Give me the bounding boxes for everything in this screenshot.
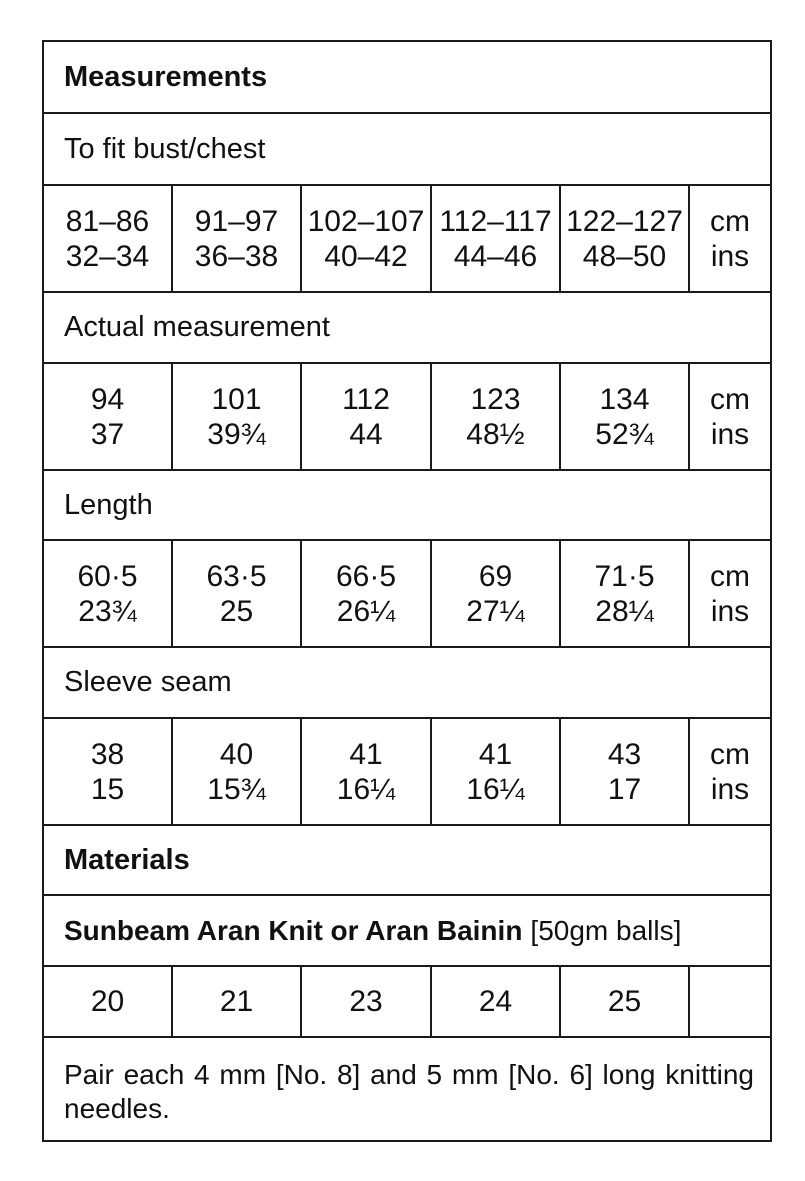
cm-value: 134 <box>599 382 650 416</box>
ins-value: 32–34 <box>65 239 150 273</box>
unit-cell <box>690 186 770 291</box>
cm-value: 43 <box>607 737 642 771</box>
size-cell <box>432 719 561 824</box>
ins-value: 52¾ <box>595 417 654 451</box>
ball-count: 25 <box>561 967 690 1036</box>
cm-value: 112 <box>342 382 390 416</box>
yarn-name: Sunbeam Aran Knit or Aran Bainin <box>64 914 523 946</box>
cm-value: 40 <box>219 737 254 771</box>
size-cell <box>561 541 690 646</box>
unit-cm: cm <box>710 737 750 771</box>
unit-cell <box>690 719 770 824</box>
section-label-length: Length <box>44 471 770 541</box>
unit-cell <box>690 541 770 646</box>
section-values-bust <box>44 186 770 293</box>
ins-value: 28¼ <box>595 594 654 628</box>
unit-cm: cm <box>710 204 750 238</box>
section-values-sleeve <box>44 719 770 826</box>
ins-value: 16¼ <box>336 772 396 806</box>
section-values-actual <box>44 364 770 471</box>
size-cell <box>432 541 561 646</box>
size-cell <box>302 364 432 469</box>
unit-cm: cm <box>710 559 750 593</box>
yarn-line <box>44 896 770 967</box>
size-cell <box>432 364 561 469</box>
cm-value: 123 <box>470 382 521 416</box>
cm-value: 81–86 <box>65 204 150 238</box>
cm-value: 69 <box>478 559 513 593</box>
ins-value: 40–42 <box>324 239 408 273</box>
cm-value: 41 <box>349 737 383 771</box>
unit-cm: cm <box>710 382 750 416</box>
size-cell <box>173 364 302 469</box>
ins-value: 23¾ <box>78 594 137 628</box>
cm-value: 101 <box>211 382 262 416</box>
ins-value: 25 <box>219 594 254 628</box>
size-cell <box>561 719 690 824</box>
yarn-spec: [50gm balls] <box>530 914 682 946</box>
section-label-actual: Actual measurement <box>44 293 770 364</box>
ball-counts <box>44 967 770 1038</box>
cm-value: 66·5 <box>335 559 397 593</box>
measurements-heading: Measurements <box>44 42 770 114</box>
ins-value: 44–46 <box>453 239 538 273</box>
size-cell <box>561 364 690 469</box>
size-cell <box>302 186 432 291</box>
size-cell <box>44 541 173 646</box>
ins-value: 15 <box>90 772 125 806</box>
cm-value: 102–107 <box>307 204 425 238</box>
unit-cell <box>690 364 770 469</box>
measurements-table <box>42 40 772 1142</box>
unit-ins: ins <box>710 239 750 273</box>
cm-value: 63·5 <box>206 559 267 593</box>
unit-ins: ins <box>710 772 750 806</box>
cm-value: 112–117 <box>439 204 552 238</box>
ins-value: 36–38 <box>194 239 279 273</box>
ins-value: 48–50 <box>582 239 667 273</box>
size-cell <box>44 186 173 291</box>
needles-note: Pair each 4 mm [No. 8] and 5 mm [No. 6] long knitting needles. <box>64 1059 754 1124</box>
cm-value: 38 <box>90 737 125 771</box>
size-cell <box>173 719 302 824</box>
ins-value: 17 <box>607 772 642 806</box>
size-cell <box>173 186 302 291</box>
unit-ins: ins <box>710 417 750 451</box>
section-label-bust: To fit bust/chest <box>44 114 770 186</box>
size-cell <box>302 541 432 646</box>
cm-value: 122–127 <box>566 204 683 238</box>
ins-value: 44 <box>349 417 383 451</box>
size-cell <box>173 541 302 646</box>
materials-heading: Materials <box>44 826 770 896</box>
ball-count <box>690 967 770 1036</box>
ball-count: 21 <box>173 967 302 1036</box>
section-values-length <box>44 541 770 648</box>
ball-count: 24 <box>432 967 561 1036</box>
cm-value: 91–97 <box>194 204 279 238</box>
ins-value: 48½ <box>466 417 525 451</box>
ins-value: 26¼ <box>336 594 396 628</box>
section-label-sleeve: Sleeve seam <box>44 648 770 719</box>
size-cell <box>432 186 561 291</box>
size-cell <box>561 186 690 291</box>
ins-value: 16¼ <box>466 772 525 806</box>
ins-value: 39¾ <box>207 417 266 451</box>
cm-value: 94 <box>90 382 125 416</box>
cm-value: 60·5 <box>77 559 138 593</box>
size-cell <box>44 364 173 469</box>
ball-count: 20 <box>44 967 173 1036</box>
ball-count: 23 <box>302 967 432 1036</box>
cm-value: 71·5 <box>594 559 655 593</box>
cm-value: 41 <box>478 737 513 771</box>
ins-value: 15¾ <box>207 772 266 806</box>
size-cell <box>44 719 173 824</box>
ins-value: 37 <box>90 417 125 451</box>
ins-value: 27¼ <box>466 594 525 628</box>
unit-ins: ins <box>710 594 750 628</box>
size-cell <box>302 719 432 824</box>
